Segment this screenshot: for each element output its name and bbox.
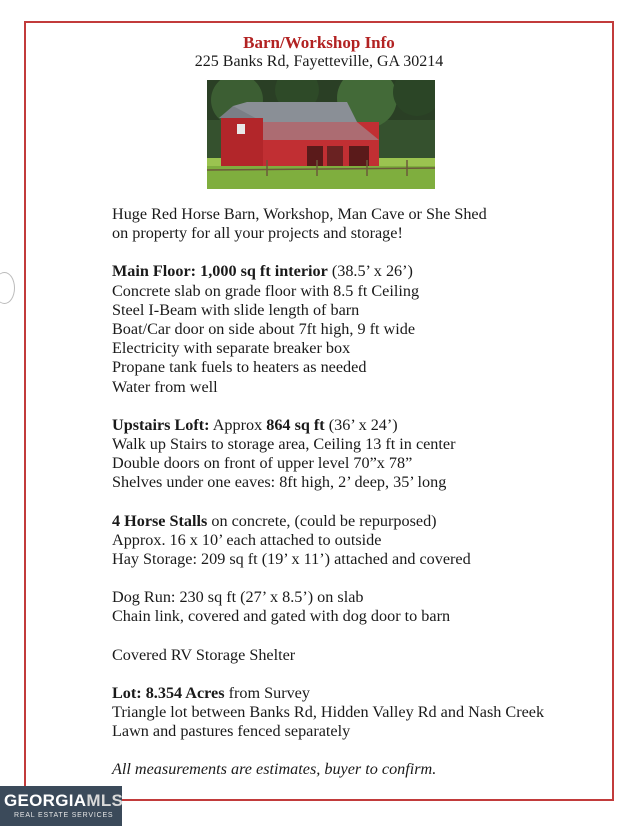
intro-line: Huge Red Horse Barn, Workshop, Man Cave or She Shed (112, 205, 487, 223)
detail-line: Lawn and pastures fenced separately (112, 722, 351, 741)
main-floor-section (112, 262, 607, 396)
detail-line: Covered RV Storage Shelter (112, 645, 296, 664)
intro-section (112, 205, 607, 243)
upstairs-loft-section (112, 416, 607, 493)
loft-label: Upstairs Loft: (112, 415, 210, 434)
horse-stalls-section (112, 512, 607, 570)
logo-mls: MLS (86, 791, 124, 810)
lot-label: Lot: 8.354 Acres (112, 683, 225, 702)
detail-line: Approx. 16 x 10’ each attached to outside (112, 530, 382, 549)
stalls-rest: on concrete, (could be repurposed) (207, 511, 437, 530)
detail-line: Propane tank fuels to heaters as needed (112, 358, 367, 377)
lot-heading (112, 684, 607, 703)
stalls-heading (112, 512, 607, 531)
logo-tagline: REAL ESTATE SERVICES (14, 812, 114, 819)
logo-wordmark (4, 791, 123, 811)
scan-edge-mark (0, 272, 15, 304)
detail-line: Electricity with separate breaker box (112, 339, 351, 358)
loft-dims: (36’ x 24’) (324, 415, 398, 434)
intro-line: on property for all your projects and storage! (112, 224, 403, 243)
page-title: Barn/Workshop Info (243, 33, 395, 52)
stalls-label: 4 Horse Stalls (112, 511, 208, 530)
logo-brand: GEORGIA (4, 791, 87, 810)
detail-line: Hay Storage: 209 sq ft (19’ x 11’) attached and covered (112, 550, 471, 569)
barn-photo (207, 80, 435, 189)
detail-line: Steel I-Beam with slide length of barn (112, 300, 360, 319)
detail-line: Chain link, covered and gated with dog door to barn (112, 607, 451, 626)
loft-area: 864 sq ft (266, 415, 325, 434)
detail-line: Walk up Stairs to storage area, Ceiling 13 ft in center (112, 435, 456, 454)
georgia-mls-logo (0, 786, 122, 826)
detail-line: Water from well (112, 377, 218, 396)
lot-rest: from Survey (224, 683, 310, 702)
property-address: 225 Banks Rd, Fayetteville, GA 30214 (194, 53, 444, 70)
lot-section (112, 684, 607, 742)
detail-line: Triangle lot between Banks Rd, Hidden Valley Rd and Nash Creek (112, 703, 545, 722)
rv-section (112, 646, 607, 665)
detail-line: Boat/Car door on side about 7ft high, 9 ft wide (112, 320, 416, 339)
disclaimer-note: All measurements are estimates, buyer to confirm. (112, 760, 437, 779)
detail-line: Double doors on front of upper level 70”x 78” (112, 454, 413, 473)
loft-pre: Approx (209, 415, 267, 434)
dog-run-section (112, 588, 607, 626)
property-details (112, 205, 607, 780)
detail-line: Concrete slab on grade floor with 8.5 ft Ceiling (112, 281, 420, 300)
main-floor-dims: (38.5’ x 26’) (327, 262, 413, 281)
detail-line: Dog Run: 230 sq ft (27’ x 8.5’) on slab (112, 588, 364, 607)
loft-heading (112, 416, 607, 435)
main-floor-heading (112, 262, 607, 281)
detail-line: Shelves under one eaves: 8ft high, 2’ deep, 35’ long (112, 473, 447, 492)
main-floor-label: Main Floor: 1,000 sq ft interior (112, 262, 328, 281)
note-section (112, 760, 607, 779)
